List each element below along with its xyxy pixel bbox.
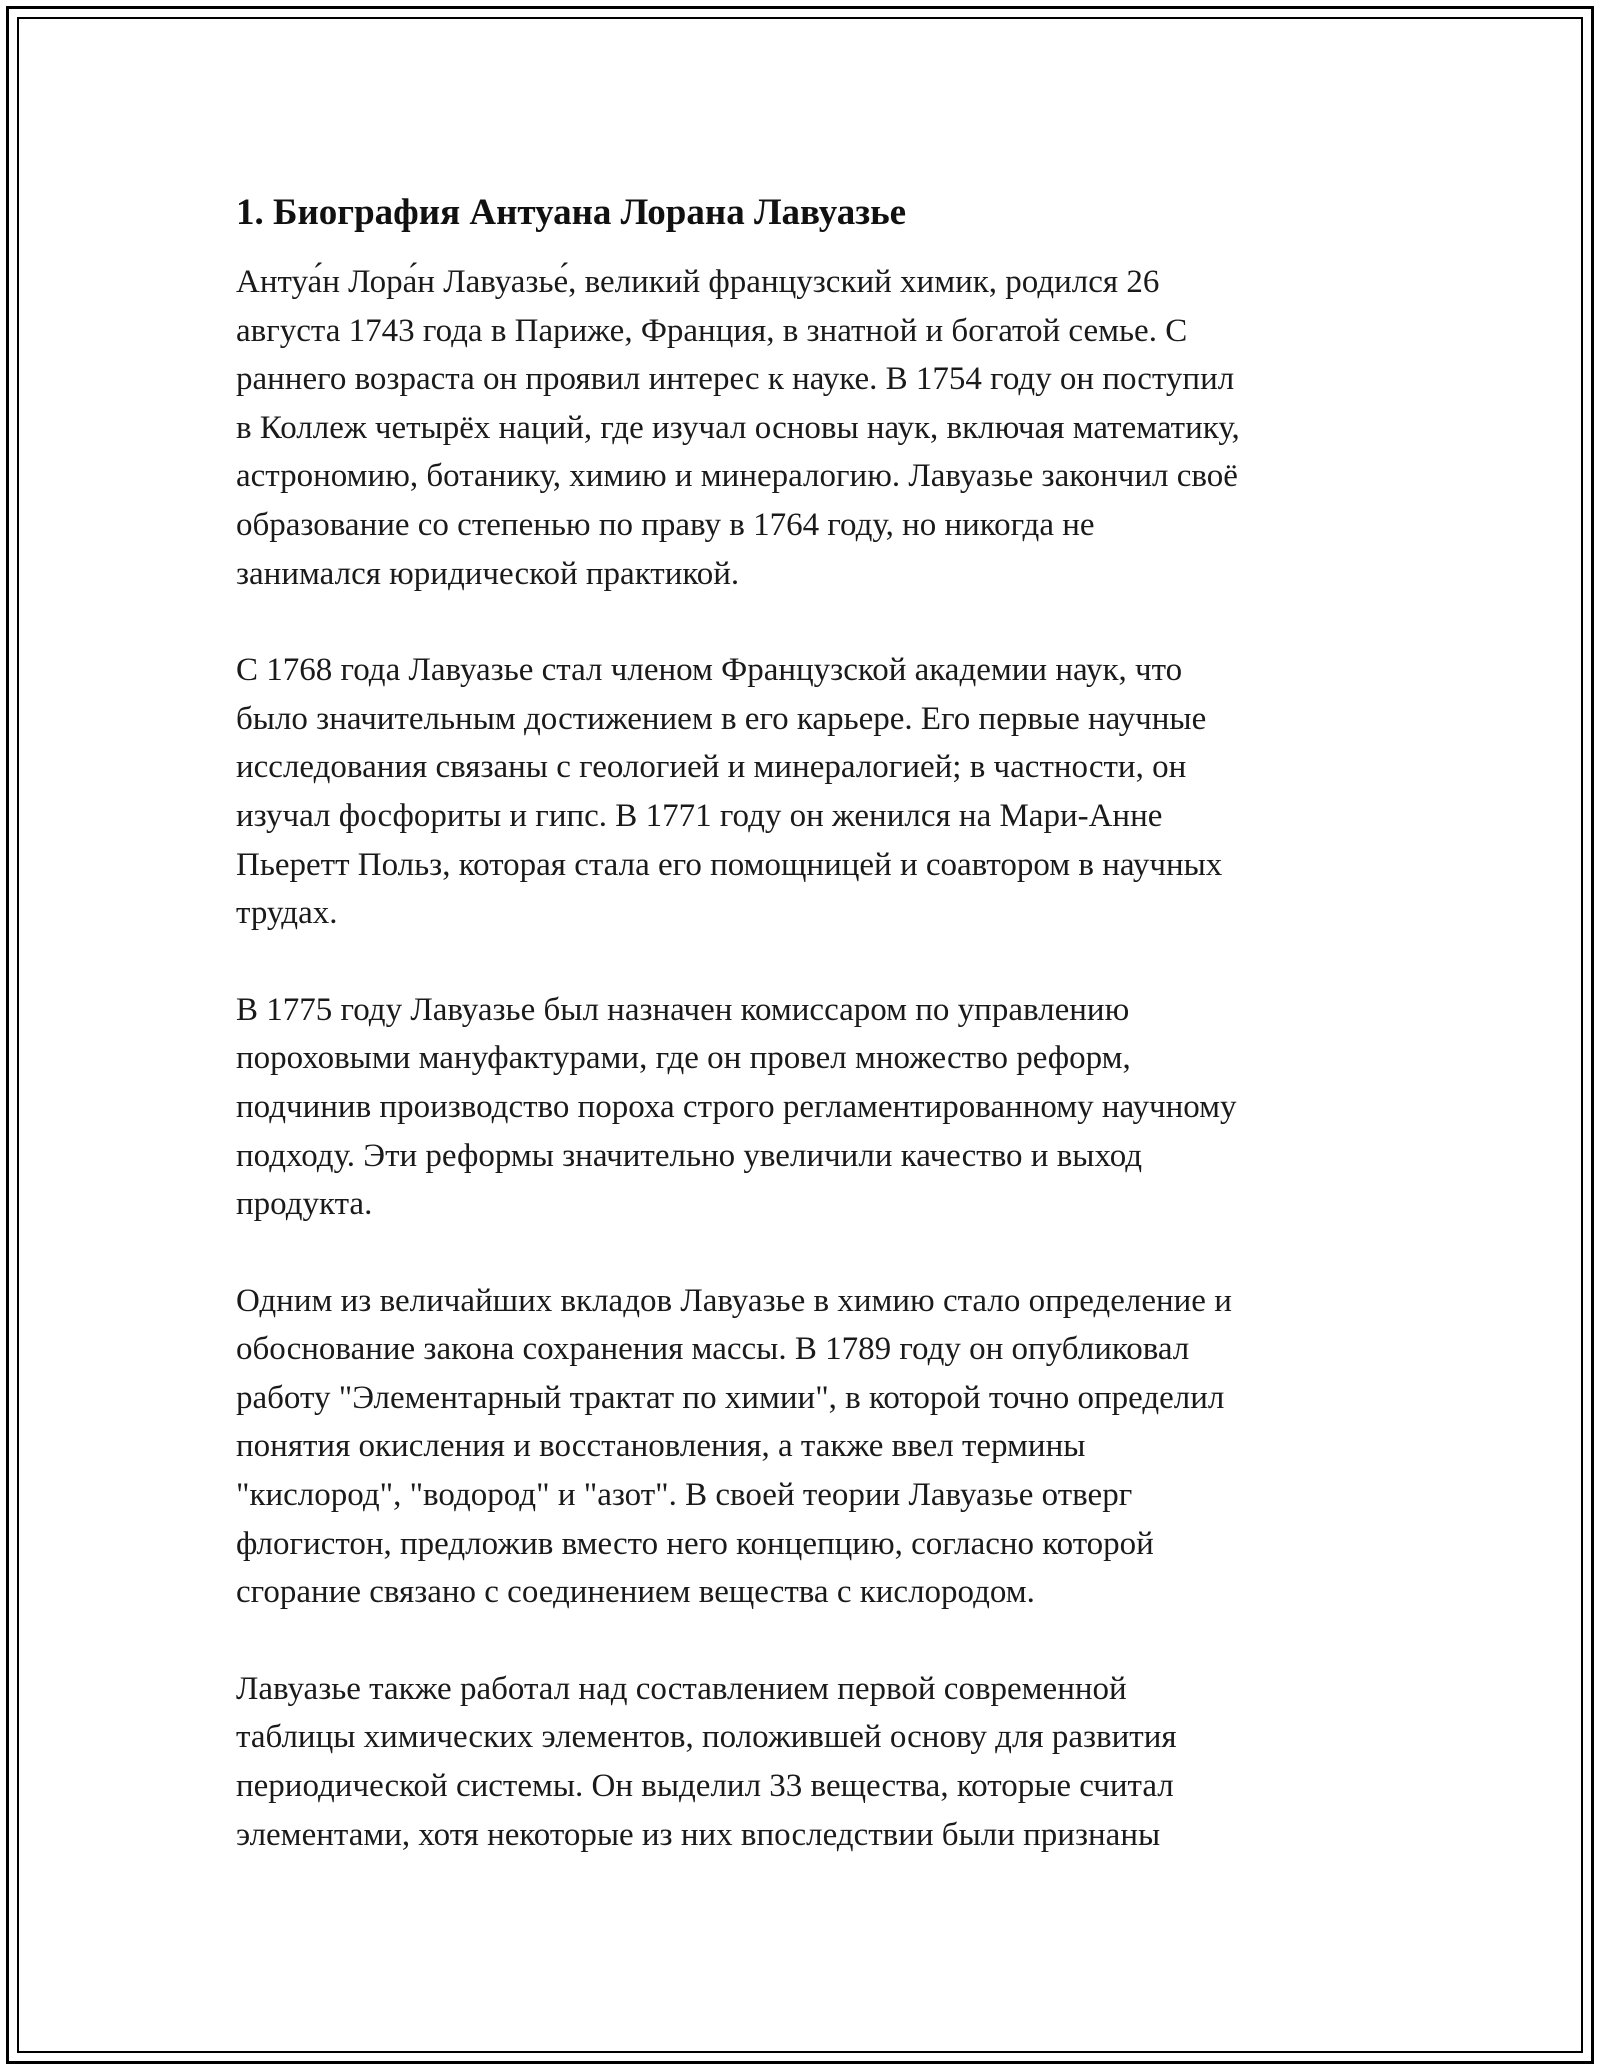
paragraph-line: продукта. [236,1186,373,1223]
paragraph-line: трудах. [236,895,338,932]
paragraph-1 [236,258,1416,598]
paragraph-line: Антуа́н Лора́н Лавуазье́, великий французский химик, родился 26 [236,264,1160,300]
paragraph-line: Пьеретт Польз, которая стала его помощницей и соавтором в научных [236,846,1223,883]
paragraph-line: в Коллеж четырёх наций, где изучал основы наук, включая математику, [236,409,1240,446]
paragraph-line: образование со степенью по праву в 1764 году, но никогда не [236,506,1095,543]
paragraph-line: раннего возраста он проявил интерес к науке. В 1754 году он поступил [236,361,1235,398]
paragraph-line: исследования связаны с геологией и минералогией; в частности, он [236,749,1187,786]
paragraph-line: сгорание связано с соединением вещества с кислородом. [236,1574,1035,1611]
document-body [236,190,1416,1907]
paragraph-line: обоснование закона сохранения массы. В 1789 году он опубликовал [236,1331,1190,1368]
paragraph-line: изучал фосфориты и гипс. В 1771 году он женился на Мари-Анне [236,797,1163,834]
paragraph-line: пороховыми мануфактурами, где он провел множество реформ, [236,1040,1131,1077]
paragraph-line: таблицы химических элементов, положившей основу для развития [236,1719,1177,1756]
paragraph-line: периодической системы. Он выделил 33 вещества, которые считал [236,1768,1174,1805]
section-heading: 1. Биография Антуана Лорана Лавуазье [236,192,907,233]
paragraph-line: Лавуазье также работал над составлением первой современной [236,1670,1127,1707]
paragraph-line: флогистон, предложив вместо него концепцию, согласно которой [236,1525,1154,1562]
paragraph-line: астрономию, ботанику, химию и минералогию. Лавуазье закончил своё [236,458,1238,495]
paragraph-line: августа 1743 года в Париже, Франция, в знатной и богатой семье. С [236,312,1188,349]
paragraph-line: понятия окисления и восстановления, а также ввел термины [236,1428,1086,1465]
paragraph-line: подчинив производство пороха строго регламентированному научному [236,1088,1237,1125]
paragraph-4 [236,1277,1416,1617]
paragraph-line: занимался юридической практикой. [236,555,740,592]
paragraph-5 [236,1665,1416,1859]
paragraph-line: С 1768 года Лавуазье стал членом Французской академии наук, что [236,652,1183,689]
paragraph-line: Одним из величайших вкладов Лавуазье в химию стало определение и [236,1282,1232,1319]
paragraph-2 [236,646,1416,938]
paragraph-3 [236,986,1416,1229]
paragraph-line: было значительным достижением в его карьере. Его первые научные [236,700,1207,737]
paragraph-line: "кислород", "водород" и "азот". В своей теории Лавуазье отверг [236,1477,1133,1514]
paragraph-line: подходу. Эти реформы значительно увеличили качество и выход [236,1137,1143,1174]
paragraph-line: В 1775 году Лавуазье был назначен комиссаром по управлению [236,991,1130,1028]
paragraph-line: элементами, хотя некоторые из них впоследствии были признаны [236,1816,1161,1853]
paragraph-line: работу "Элементарный трактат по химии", в которой точно определил [236,1379,1225,1416]
